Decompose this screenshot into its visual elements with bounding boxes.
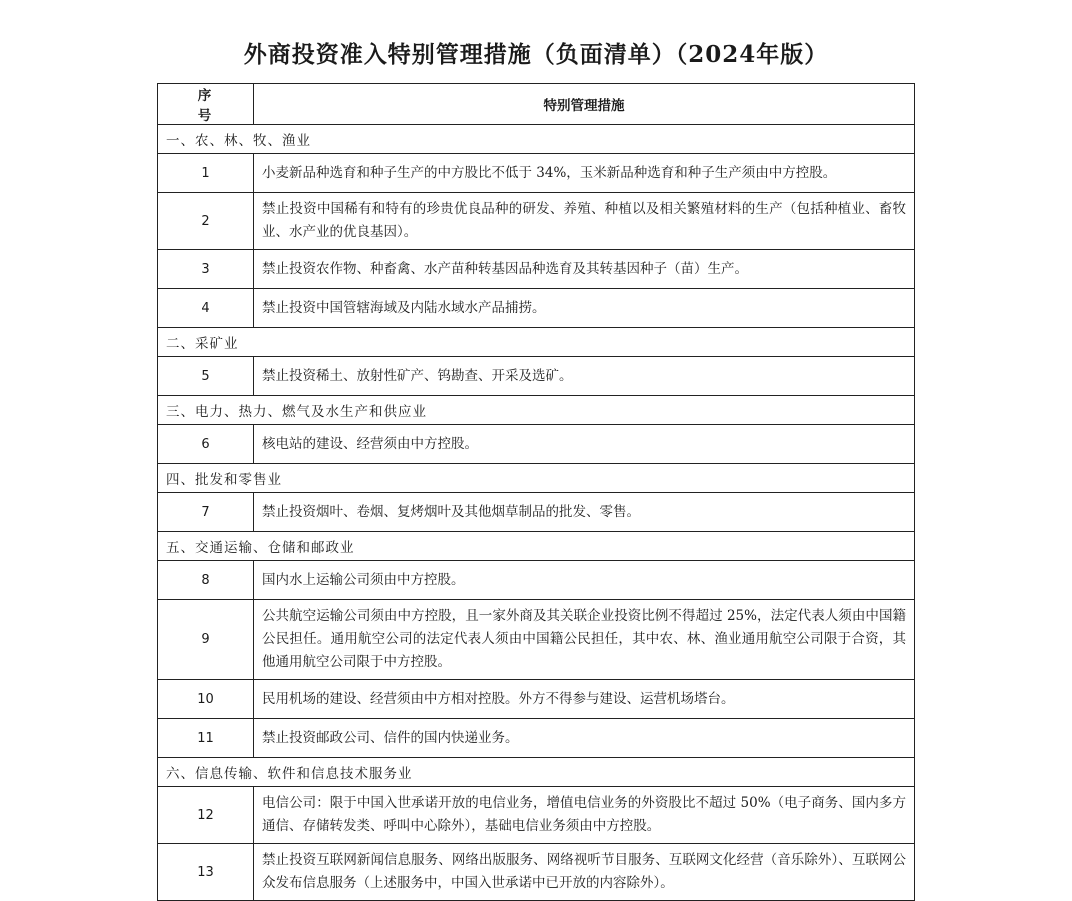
table-row: [158, 680, 915, 719]
item-number: 4: [158, 289, 254, 328]
item-text: 国内水上运输公司须由中方控股。: [254, 561, 915, 600]
item-text: 禁止投资农作物、种畜禽、水产苗种转基因品种选育及其转基因种子（苗）生产。: [254, 250, 915, 289]
header-serial-number: 序 号: [158, 84, 254, 125]
table-row: [158, 844, 915, 901]
table-row: [158, 250, 915, 289]
section-row: [158, 532, 915, 561]
header-measure: 特别管理措施: [254, 84, 915, 125]
document-title: 外商投资准入特别管理措施（负面清单）（2024年版）: [243, 41, 829, 68]
item-text: 民用机场的建设、经营须由中方相对控股。外方不得参与建设、运营机场塔台。: [254, 680, 915, 719]
section-row: [158, 125, 915, 154]
section-title: 一、农、林、牧、渔业: [158, 125, 915, 154]
item-number: 11: [158, 719, 254, 758]
table-row: [158, 193, 915, 250]
negative-list-table: [157, 83, 915, 901]
item-text: 禁止投资稀土、放射性矿产、钨勘查、开采及选矿。: [254, 357, 915, 396]
item-number: 5: [158, 357, 254, 396]
item-text: 核电站的建设、经营须由中方控股。: [254, 425, 915, 464]
item-text: 禁止投资烟叶、卷烟、复烤烟叶及其他烟草制品的批发、零售。: [254, 493, 915, 532]
item-text: 禁止投资中国稀有和特有的珍贵优良品种的研发、养殖、种植以及相关繁殖材料的生产（包括种植业、畜牧业、水产业的优良基因）。: [254, 193, 915, 250]
item-number: 1: [158, 154, 254, 193]
table-row: [158, 425, 915, 464]
table-row: [158, 561, 915, 600]
section-row: [158, 328, 915, 357]
item-text: 禁止投资互联网新闻信息服务、网络出版服务、网络视听节目服务、互联网文化经营（音乐除外）、互联网公众发布信息服务（上述服务中，中国入世承诺中已开放的内容除外）。: [254, 844, 915, 901]
item-text: 禁止投资邮政公司、信件的国内快递业务。: [254, 719, 915, 758]
item-text: 禁止投资中国管辖海域及内陆水域水产品捕捞。: [254, 289, 915, 328]
table-row: [158, 154, 915, 193]
section-title: 三、电力、热力、燃气及水生产和供应业: [158, 396, 915, 425]
section-title: 二、采矿业: [158, 328, 915, 357]
table-row: [158, 600, 915, 680]
item-text: 公共航空运输公司须由中方控股，且一家外商及其关联企业投资比例不得超过 25%，法定代表人须由中国籍公民担任。通用航空公司的法定代表人须由中国籍公民担任，其中农、林、渔业通用航空公司限于合资，其他通用航空公司限于中方控股。: [254, 600, 915, 680]
section-row: [158, 758, 915, 787]
table-row: [158, 493, 915, 532]
section-title: 四、批发和零售业: [158, 464, 915, 493]
item-text: 小麦新品种选育和种子生产的中方股比不低于 34%，玉米新品种选育和种子生产须由中方控股。: [254, 154, 915, 193]
section-title: 六、信息传输、软件和信息技术服务业: [158, 758, 915, 787]
section-title: 五、交通运输、仓储和邮政业: [158, 532, 915, 561]
item-number: 12: [158, 787, 254, 844]
table-row: [158, 357, 915, 396]
item-number: 3: [158, 250, 254, 289]
section-row: [158, 396, 915, 425]
item-number: 9: [158, 600, 254, 680]
table-row: [158, 719, 915, 758]
item-number: 7: [158, 493, 254, 532]
item-number: 13: [158, 844, 254, 901]
item-text: 电信公司：限于中国入世承诺开放的电信业务，增值电信业务的外资股比不超过 50%（电子商务、国内多方通信、存储转发类、呼叫中心除外），基础电信业务须由中方控股。: [254, 787, 915, 844]
item-number: 10: [158, 680, 254, 719]
table-row: [158, 289, 915, 328]
table-row: [158, 787, 915, 844]
item-number: 2: [158, 193, 254, 250]
item-number: 6: [158, 425, 254, 464]
section-row: [158, 464, 915, 493]
table-header-row: [158, 84, 915, 125]
item-number: 8: [158, 561, 254, 600]
